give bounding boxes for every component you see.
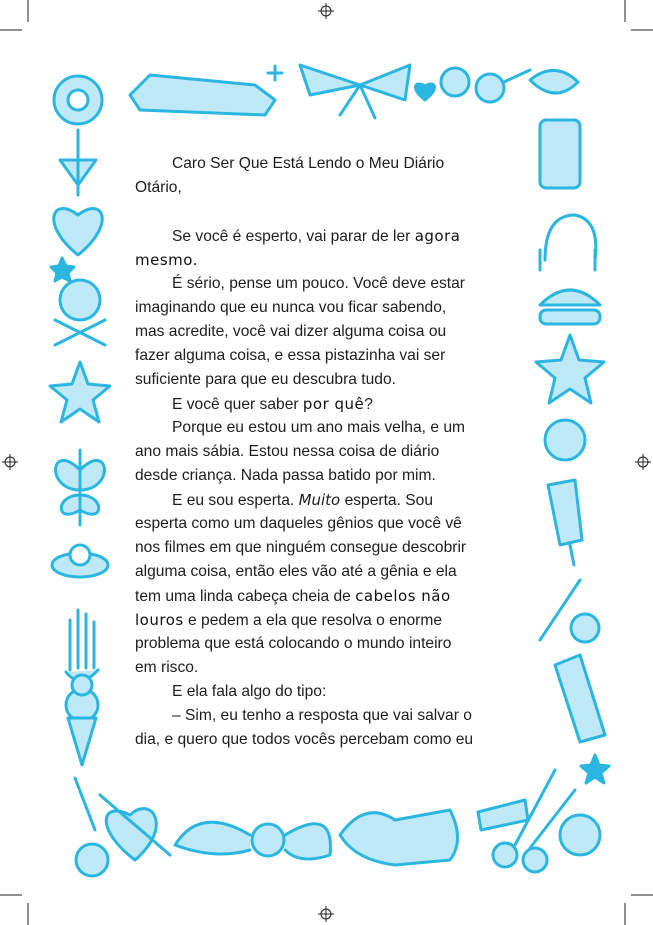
popsicle-icon [548,480,582,565]
pencil-icon [75,778,95,830]
text-line [135,224,505,248]
text-line [135,296,505,320]
comb-icon [555,655,605,742]
skull-icon [55,280,105,345]
star-face-icon [536,335,604,403]
dog-icon [340,810,458,865]
ice-cream-icon [66,675,98,765]
walkman-icon [540,120,580,188]
text-segment: Caro Ser Que Está Lendo o Meu Diário [172,155,445,172]
emphasis-text: cabelos não [355,587,451,605]
text-line [135,416,505,440]
text-segment: alguma coisa, então eles vão até a gênia e ela [135,563,457,580]
text-segment: nos filmes em que ninguém consegue descobrir [135,539,467,556]
flower-icon [76,844,108,876]
sunglasses-icon [441,68,530,102]
heart-icon [54,209,102,255]
burger-icon [540,290,600,324]
text-segment: dia, e quero que todos vocês percebam como eu [135,731,474,748]
limousine-icon [130,75,275,115]
text-line [135,320,505,344]
star-icon [50,362,110,422]
text-line [135,464,505,488]
text-segment: desde criança. Nada passa batido por mim. [135,467,436,484]
text-segment: suficiente para que eu descubra tudo. [135,371,396,388]
balloon-icon [545,420,585,460]
heart-arrow-icon [100,795,170,860]
eye-icon [252,824,284,856]
text-line [135,248,505,272]
butterfly-icon [56,450,105,525]
bow-icon [300,65,410,118]
text-line [135,584,505,608]
text-segment: ? [364,396,373,413]
sun-icon [52,545,108,577]
text-line [135,392,505,416]
text-line [135,368,505,392]
diary-text [135,152,505,752]
emphasis-text: agora [414,227,461,245]
text-line [135,440,505,464]
text-segment: e pedem a ela que resolva o enorme [183,612,443,629]
emphasis-text: por quê [302,395,365,413]
text-line [135,680,505,704]
text-line [135,632,505,656]
star-icon [51,258,74,281]
text-line [135,200,505,224]
text-segment: É sério, pense um pouco. Você deve estar [172,275,465,292]
text-line [135,152,505,176]
text-segment: Se você é esperto, vai parar de ler [172,228,415,245]
text-segment: E você quer saber [172,396,303,413]
text-segment: – Sim, eu tenho a resposta que vai salvar o [172,707,472,724]
potato-icon [560,815,600,855]
emphasis-text: mesmo. [135,251,198,269]
headphones-icon [540,215,596,270]
tulip-icon [60,130,96,195]
text-segment: esperta como um daqueles gênios que você vê [135,515,462,532]
text-segment: tem uma linda cabeça cheia de [135,588,356,605]
text-segment: esperta. Sou [340,492,434,509]
hand-icon [66,610,98,681]
text-line [135,536,505,560]
text-segment: imaginando que eu nunca vou ficar sabendo, [135,299,447,316]
heart-icon [416,84,435,100]
text-line [135,704,505,728]
text-line [135,344,505,368]
text-line [135,176,505,200]
text-segment: Otário, [135,179,182,196]
text-segment: E ela fala algo do tipo: [172,683,327,700]
text-segment: problema que está colocando o mundo inteiro [135,635,452,652]
text-segment: E eu sou esperta. [172,492,299,509]
text-line [135,656,505,680]
text-line [135,560,505,584]
text-line [135,608,505,632]
flower-icon [54,76,102,124]
emphasis-text: louros [135,611,184,629]
glue-stick-icon [478,800,528,830]
text-line [135,728,505,752]
text-segment: Porque eu estou um ano mais velha, e um [172,419,465,436]
star-icon [268,66,282,80]
text-segment: fazer alguma coisa, e essa pistazinha vai ser [135,347,446,364]
text-segment: ano mais sábia. Estou nessa coisa de diário [135,443,440,460]
lips-icon [530,70,578,93]
text-line [135,272,505,296]
text-segment: em risco. [135,659,199,676]
text-line [135,488,505,512]
italic-text: Muito [298,491,341,509]
text-segment: mas acredite, você vai dizer alguma coisa ou [135,323,447,340]
star-icon [581,755,609,783]
text-line [135,512,505,536]
apple-icon [571,614,599,642]
